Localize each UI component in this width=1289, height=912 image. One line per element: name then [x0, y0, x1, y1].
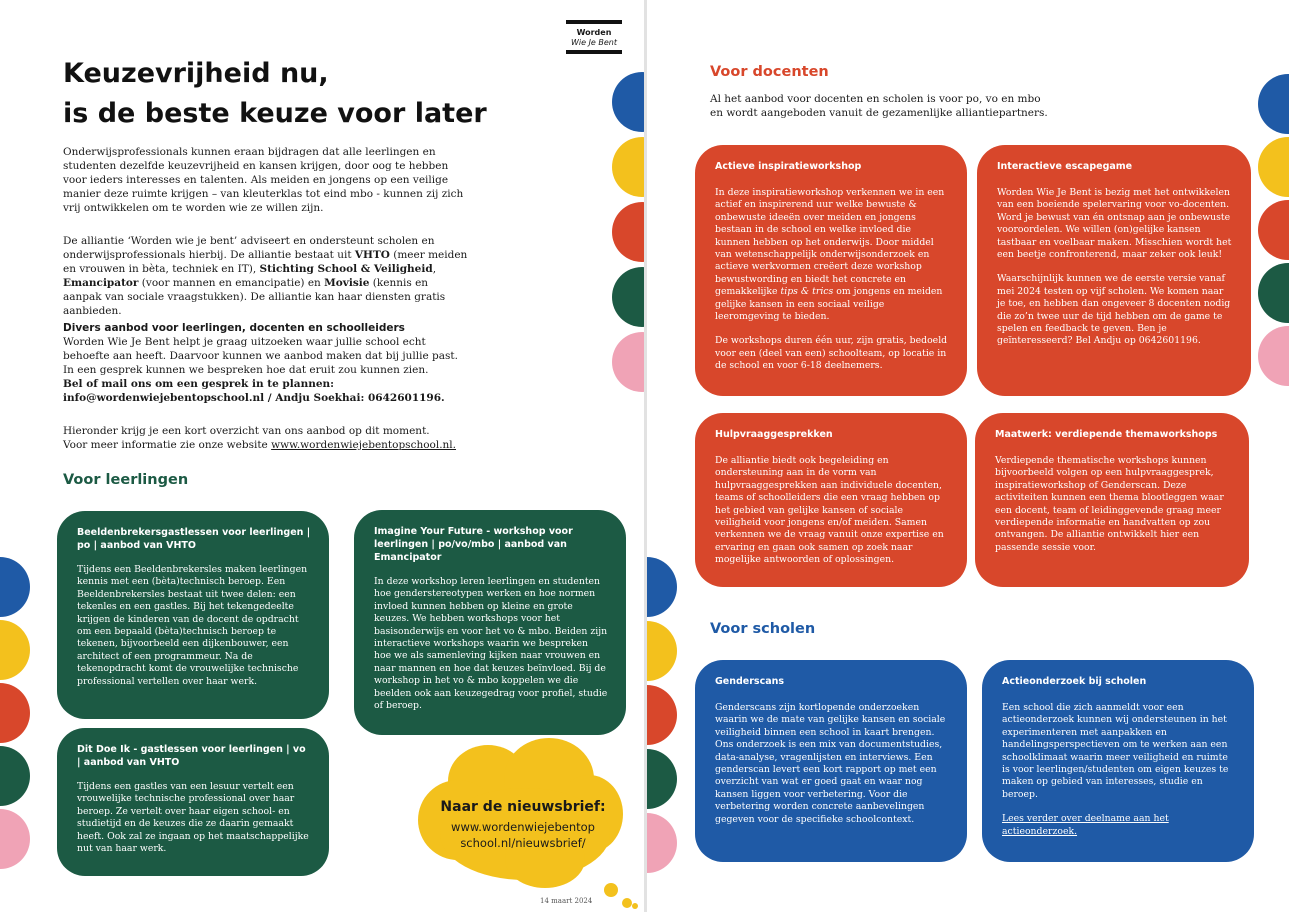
card-body — [997, 187, 1233, 348]
overview-line-1: Hieronder krijg je een kort overzicht van ons aanbod op dit moment. — [63, 425, 430, 437]
title-line-1: Keuzevrijheid nu, — [63, 58, 329, 89]
decor-dot-green — [612, 267, 644, 327]
card-body — [715, 187, 949, 373]
alliance-text-5: (kennis en aanpak van sociale vraagstukken). De alliantie kan haar diensten gratis aanbieden. — [63, 277, 446, 317]
right-page — [647, 0, 1289, 912]
card-text: In deze inspiratieworkshop verkennen we in een actief en inspirerend uur welke bewuste & onbewuste ideeën over meiden en jongens bestaan in de school en welke invloed die kunnen hebben op het onderwijs. Door middel van wetenschappelijk onderwijsonderzoek en actieve werkvormen creëert deze workshop bewustwording en biedt het concrete en gemakkelijke — [715, 187, 945, 298]
cloud-tail — [604, 883, 618, 897]
newsletter-url-1[interactable]: www.wordenwiejebentop — [451, 820, 595, 834]
cloud-tail — [632, 903, 638, 909]
overview-line-2 — [63, 438, 473, 452]
overview-text: Voor meer informatie zie onze website — [63, 439, 272, 451]
decor-dot-pink — [612, 332, 644, 392]
newsletter-url-2[interactable]: school.nl/nieuwsbrief/ — [460, 836, 586, 850]
title-line-2: is de beste keuze voor later — [63, 98, 487, 129]
card-body: De alliantie biedt ook begeleiding en ondersteuning aan in de vorm van hulpvraaggesprekken aan individuele docenten, teams of schoolleiders die een vraag hebben op het gebied van gelijke kansen of sociale veiligheid voor jongens en/of meiden. Samen verkennen we de vraag vanuit onze expertise en ervaring en gaan ook samen op zoek naar mogelijke antwoorden of oplossingen. — [715, 455, 944, 566]
decor-dot-red — [0, 683, 30, 743]
docenten-intro-line-2: en wordt aangeboden vanuit de gezamenlijke alliantiepartners. — [710, 107, 1048, 119]
alliance-text-1: De alliantie ‘Worden wie je bent’ adviseert en ondersteunt scholen en onderwijsprofessionals hierbij. De alliantie bestaat uit — [63, 235, 435, 261]
card-body: Genderscans zijn kortlopende onderzoeken waarin we de mate van gelijke kansen en sociale veiligheid binnen een school in kaart brengen. Ons onderzoek is een mix van documentstudies, data-analyse, vragenlijsten en interviews. Een genderscan levert een kort rapport op met een overzicht van wat er goed gaat en waar nog kansen liggen voor verbetering. Voor die verbetering worden concrete aanbevelingen gegeven voor de specifieke schoolcontext. — [715, 702, 946, 825]
section-heading-scholen: Voor scholen — [710, 621, 816, 637]
card-text-italic: tips & trics — [780, 286, 834, 298]
decor-dot-yellow — [0, 620, 30, 680]
card-paragraph-1 — [715, 187, 949, 323]
card-text: om jongens en meiden gelijke kansen in een sociaal veilige leeromgeving te bieden. — [715, 286, 943, 323]
card-escapegame — [977, 145, 1251, 396]
alliance-ssv: Stichting School & Veiligheid — [259, 263, 433, 275]
overview-block — [63, 424, 473, 452]
card-paragraph-1: Een school die zich aanmeldt voor een actieonderzoek kunnen wij ondersteunen in het experimenteren met aanpakken en handelingsperspectieven om te werken aan een schoolklimaat waarin meer veiligheid en ruimte is voor leerlingen/studenten om eigen keuzes te maken op gebied van interesses, studie en beroep. — [1002, 702, 1229, 800]
docenten-intro — [710, 92, 1110, 120]
card-title: Genderscans — [715, 676, 785, 687]
divers-contact-2[interactable]: info@wordenwiejebentopschool.nl / Andju Soekhai: 0642601196. — [63, 392, 445, 404]
decor-dot-pink — [647, 813, 677, 873]
card-title: Imagine Your Future - workshop voor leerlingen | po/vo/mbo | aanbod van Emancipator — [374, 526, 573, 563]
alliance-paragraph — [63, 234, 469, 318]
card-paragraph-2: De workshops duren één uur, zijn gratis, bedoeld voor een (deel van een) schoolteam, op locatie in de school en voor 6-18 deelnemers. — [715, 335, 948, 372]
decor-dot-pink — [0, 809, 30, 869]
alliance-vhto: VHTO — [354, 249, 390, 261]
card-title: Dit Doe Ik - gastlessen voor leerlingen | vo | aanbod van VHTO — [77, 744, 306, 768]
decor-dot-blue — [0, 557, 30, 617]
card-body — [1002, 702, 1236, 838]
alliance-text-3: , — [432, 263, 437, 275]
alliance-emancipator: Emancipator — [63, 277, 139, 289]
decor-dot-yellow — [1258, 137, 1289, 197]
card-inspiratieworkshop — [695, 145, 967, 396]
card-genderscans — [695, 660, 967, 862]
card-body: In deze workshop leren leerlingen en studenten hoe genderstereotypen werken en hoe normen invloed kunnen hebben op kleine en grote keuzes. We hebben workshops voor het basisonderwijs en voor het vo & mbo. Beiden zijn interactieve workshops waarin we bespreken hoe we als samenleving kijken naar vrouwen en naar mannen en hoe dat keuzes beïnvloed. Bij de workshop in het vo & mbo koppelen we die beelden ook aan keuzegedrag voor profiel, studie of beroep. — [374, 576, 608, 712]
newsletter-text[interactable] — [425, 797, 621, 851]
card-body: Verdiepende thematische workshops kunnen bijvoorbeeld volgen op een hulpvraaggesprek, inspiratieworkshop of Genderscan. Deze activiteiten kunnen een thema blootleggen waar een docent, team of leidinggevende graag meer verdiepende informatie en handvatten op zou ontvangen. De alliantie ontwikkelt hier een passende sessie voor. — [995, 455, 1224, 553]
card-paragraph-2: Waarschijnlijk kunnen we de eerste versie vanaf mei 2024 testen op vijf scholen. We komen naar je toe, en hebben dan ongeveer 8 docenten nodig die zo’n twee uur de tijd hebben om de game te spelen en feedback te geven. Ben je geïnteresseerd? Bel Andju op 0642601196. — [997, 273, 1231, 347]
card-title: Hulpvraaggesprekken — [715, 429, 833, 440]
decor-dot-green — [0, 746, 30, 806]
intro-paragraph: Onderwijsprofessionals kunnen eraan bijdragen dat alle leerlingen en studenten dezelfde keuzevrijheid en kansen krijgen, door oog te hebben voor ieders interesses en talenten. Als meiden en jongens op een veilige manier deze ruimte krijgen – van kleuterklas tot eind mbo - kunnen zij zich vrij ontwikkelen om te worden wie ze willen zijn. — [63, 146, 464, 214]
decor-dot-red — [647, 685, 677, 745]
cloud-tail — [622, 898, 632, 908]
card-paragraph-1: Worden Wie Je Bent is bezig met het ontwikkelen van een boeiende spelervaring voor vo-docenten. Word je bewust van én ontsnap aan je onbewuste vooroordelen. We willen (on)gelijke kansen tastbaar en voelbaar maken. Misschien wordt het een beetje confronterend, maar zeker ook leuk! — [997, 187, 1232, 261]
card-beeldenbrekers — [57, 511, 329, 719]
decor-dot-blue — [647, 557, 677, 617]
card-maatwerk — [975, 413, 1249, 587]
card-title: Maatwerk: verdiepende themaworkshops — [995, 429, 1218, 440]
brand-logo — [566, 20, 622, 54]
divers-body: Worden Wie Je Bent helpt je graag uitzoeken waar jullie school echt behoefte aan heeft. Daarvoor kunnen we aanbod maken dat bij jullie past. In een gesprek kunnen we bespreken hoe dat eruit zou kunnen zien. — [63, 336, 458, 376]
card-imagine-your-future — [354, 510, 626, 735]
page-title — [63, 54, 533, 134]
card-title: Interactieve escapegame — [997, 161, 1133, 172]
logo-line-1: Worden — [576, 28, 612, 37]
decor-dot-pink — [1258, 326, 1289, 386]
alliance-movisie: Movisie — [324, 277, 370, 289]
alliance-text-4: (voor mannen en emancipatie) en — [138, 277, 325, 289]
divers-heading: Divers aanbod voor leerlingen, docenten en schoolleiders — [63, 322, 405, 334]
decor-dot-blue — [1258, 74, 1289, 134]
website-link[interactable]: www.wordenwiejebentopschool.nl. — [271, 439, 457, 451]
divers-contact-1: Bel of mail ons om een gesprek in te plannen: — [63, 378, 335, 390]
actieonderzoek-link[interactable]: Lees verder over deelname aan het actieonderzoek. — [1002, 813, 1169, 837]
divers-block — [63, 321, 463, 405]
card-title: Beeldenbrekersgastlessen voor leerlingen | po | aanbod van VHTO — [77, 527, 311, 551]
card-body: Tijdens een Beeldenbrekersles maken leerlingen kennis met een (bèta)technisch beroep. Een Beeldenbrekersles bestaat uit twee delen: een tekenles en een gastles. Bij het tekengedeelte krijgen de kinderen van de docent de opdracht om een bepaald (bèta)technisch beroep te tekenen, bijvoorbeeld een dijkenbouwer, een architect of een programmeur. Na de tekenopdracht komt de vrouwelijke technische professional vertellen over haar werk. — [77, 564, 308, 687]
decor-dot-green — [1258, 263, 1289, 323]
publication-date: 14 maart 2024 — [540, 897, 593, 905]
card-title: Actieonderzoek bij scholen — [1002, 676, 1147, 687]
decor-dot-yellow — [647, 621, 677, 681]
logo-line-2: Wie Je Bent — [570, 38, 618, 47]
section-heading-leerlingen: Voor leerlingen — [63, 472, 189, 488]
card-body: Tijdens een gastles van een lesuur vertelt een vrouwelijke technische professional over haar beroep. Ze vertelt over haar eigen school- en studietijd en de keuzes die ze daarin gemaakt heeft. Ook zal ze ingaan op het maatschappelijke nut van haar werk. — [77, 781, 309, 855]
decor-dot-blue — [612, 72, 644, 132]
section-heading-docenten: Voor docenten — [710, 64, 829, 80]
left-page — [0, 0, 644, 912]
docenten-intro-line-1: Al het aanbod voor docenten en scholen is voor po, vo en mbo — [710, 93, 1041, 105]
card-dit-doe-ik — [57, 728, 329, 876]
card-title: Actieve inspiratieworkshop — [715, 161, 862, 172]
decor-dot-yellow — [612, 137, 644, 197]
decor-dot-red — [1258, 200, 1289, 260]
newsletter-title: Naar de nieuwsbrief: — [440, 799, 606, 815]
decor-dot-red — [612, 202, 644, 262]
card-actieonderzoek — [982, 660, 1254, 862]
decor-dot-green — [647, 749, 677, 809]
card-hulpvraaggesprekken — [695, 413, 967, 587]
alliance-text-2: (meer meiden en vrouwen in bèta, techniek en IT), — [63, 249, 468, 275]
